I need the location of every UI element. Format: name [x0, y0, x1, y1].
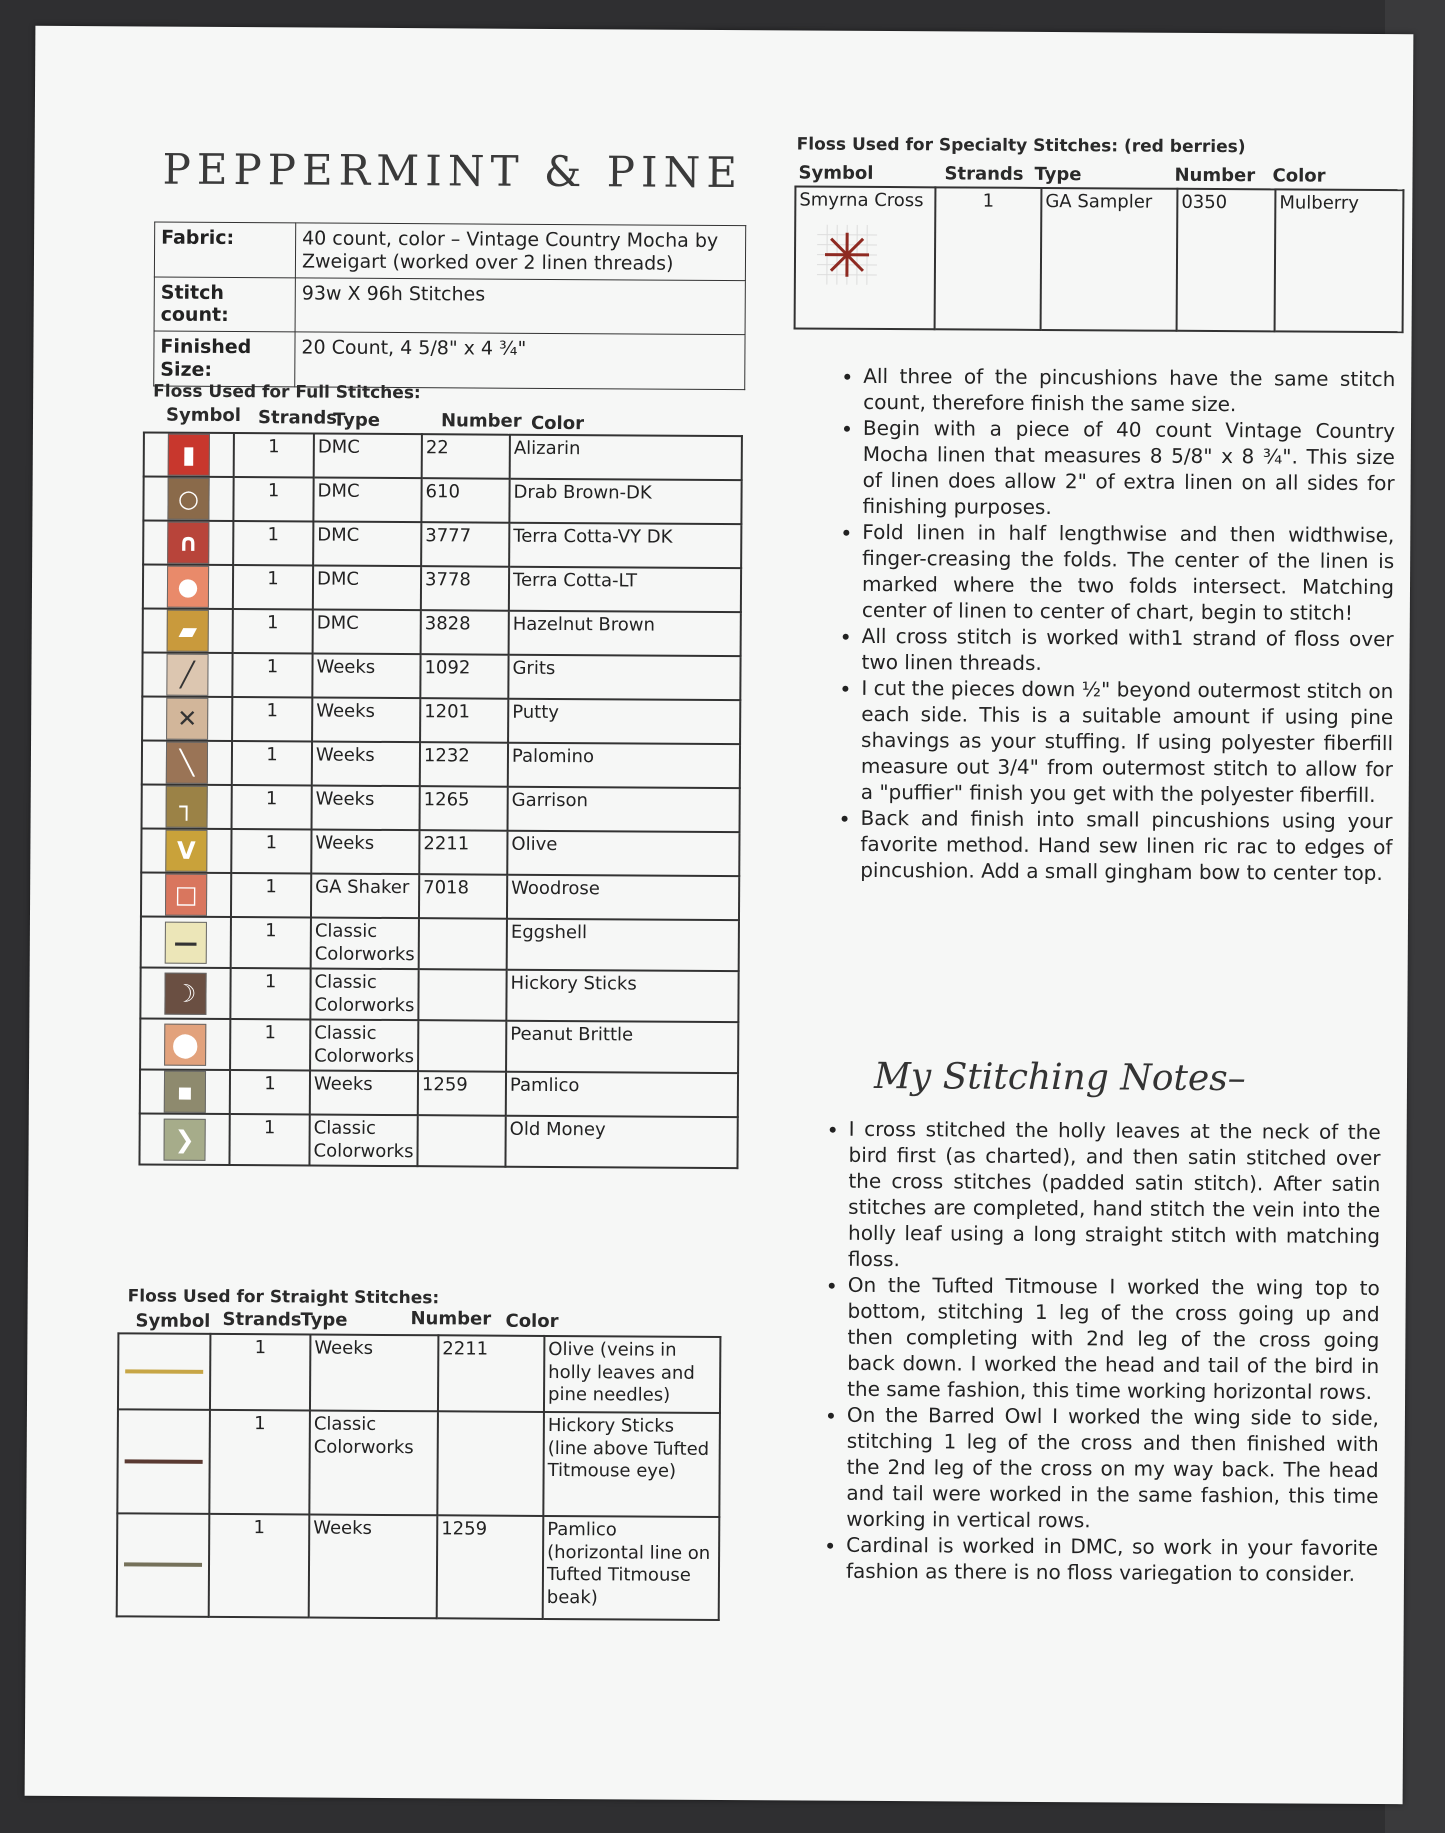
specialty-type: GA Sampler [1041, 188, 1178, 331]
color-cell: Drab Brown-DK [509, 479, 741, 524]
straight-stitch-line-icon [125, 1459, 203, 1463]
floss-symbol-icon: ╲ [166, 742, 208, 784]
straight-header-symbol: Symbol [135, 1310, 211, 1332]
number-cell: 7018 [419, 874, 507, 919]
number-cell [437, 1411, 544, 1516]
color-cell: Terra Cotta-VY DK [509, 523, 741, 568]
table-row [141, 872, 739, 920]
floss-symbol-icon: ✕ [166, 698, 208, 740]
type-cell: DMC [313, 478, 421, 523]
floss-symbol-icon: V [165, 830, 207, 872]
smyrna-cross-icon [817, 224, 931, 285]
strands-cell: 1 [230, 1070, 310, 1114]
table-row [143, 476, 741, 524]
specialty-number: 0350 [1177, 189, 1276, 332]
full-header-color: Color [530, 412, 585, 435]
color-cell: Old Money [505, 1116, 737, 1168]
color-cell: Pamlico (horizontal line on Tufted Titmouse beak) [543, 1516, 720, 1620]
specialty-strands: 1 [935, 187, 1042, 330]
fabric-info-table [153, 222, 746, 390]
pattern-sheet [25, 26, 1414, 1804]
table-row [144, 432, 742, 480]
color-cell: Woodrose [507, 875, 739, 920]
strands-cell: 1 [231, 829, 311, 873]
type-cell: Weeks [312, 742, 420, 787]
number-cell: 3777 [421, 522, 509, 567]
list-item: • On the Tufted Titmouse I worked the wing top to bottom, stitching 1 leg of the cross going up and then completing with 2nd leg of the cross going back down. I worked the head and tail of the bird in the same fashion, this time working horizontal rows. [847, 1272, 1380, 1405]
full-header-symbol: Symbol [165, 404, 241, 427]
table-row [142, 696, 740, 744]
floss-symbol-icon: ☽ [164, 972, 206, 1014]
type-cell: Classic Colorworks [309, 1115, 417, 1167]
straight-header-number: Number [410, 1308, 492, 1330]
color-cell: Olive (veins in holly leaves and pine needles) [544, 1336, 720, 1413]
symbol-cell [144, 432, 234, 477]
symbol-cell [142, 652, 232, 697]
specialty-header-symbol: Symbol [798, 162, 874, 184]
list-item: • All three of the pincushions have the same stitch count, therefore finish the same size. [863, 363, 1395, 418]
table-row [117, 1409, 720, 1517]
number-cell: 610 [421, 478, 509, 523]
specialty-stitches-title: Floss Used for Specialty Stitches: (red berries) [796, 134, 1246, 158]
info-row [154, 277, 745, 335]
type-cell: DMC [313, 522, 421, 567]
table-row [795, 186, 1404, 332]
strands-cell: 1 [233, 565, 313, 609]
color-cell: Hazelnut Brown [509, 611, 741, 656]
floss-symbol-icon: ╱ [166, 654, 208, 696]
symbol-cell [143, 520, 233, 565]
info-value: 20 Count, 4 5/8" x 4 ¾" [295, 332, 745, 389]
strands-cell: 1 [233, 521, 313, 565]
info-label: Finished Size: [154, 331, 295, 386]
number-cell: 1265 [420, 786, 508, 831]
symbol-cell [142, 696, 232, 741]
specialty-header-color: Color [1272, 165, 1326, 187]
strands-cell: 1 [232, 697, 312, 741]
number-cell: 1092 [420, 654, 508, 699]
specialty-header-strands: Strands [944, 163, 1024, 185]
floss-symbol-icon: ∩ [167, 522, 209, 564]
specialty-symbol-label: Smyrna Cross [799, 189, 924, 212]
strands-cell: 1 [231, 873, 311, 917]
number-cell: 22 [422, 434, 510, 479]
symbol-cell [141, 828, 231, 873]
floss-symbol-icon: □ [165, 874, 207, 916]
number-cell: 1232 [420, 742, 508, 787]
symbol-cell [143, 564, 233, 609]
number-cell: 2211 [419, 830, 507, 875]
type-cell: Classic Colorworks [310, 1020, 418, 1072]
type-cell: Weeks [310, 1335, 438, 1412]
full-header-strands: Strands [257, 407, 338, 429]
table-row [142, 784, 740, 832]
table-row [142, 652, 740, 700]
floss-symbol-icon: ┐ [166, 786, 208, 828]
floss-symbol-icon: ○ [167, 478, 209, 520]
symbol-cell [141, 872, 231, 917]
table-row [140, 1069, 738, 1117]
type-cell: Classic Colorworks [310, 969, 418, 1021]
strands-cell: 1 [231, 917, 311, 968]
color-cell: Hickory Sticks (line above Tufted Titmouse eye) [543, 1412, 720, 1517]
color-cell: Olive [507, 831, 739, 876]
straight-header-color: Color [505, 1310, 559, 1333]
symbol-cell [143, 476, 233, 521]
type-cell: DMC [313, 566, 421, 611]
number-cell: 1259 [418, 1071, 506, 1116]
number-cell [418, 969, 506, 1021]
number-cell [418, 1020, 506, 1072]
color-cell: Alizarin [510, 435, 742, 480]
type-cell: Weeks [310, 1071, 418, 1116]
color-cell: Garrison [508, 787, 740, 832]
type-cell: Weeks [312, 698, 420, 743]
straight-stitch-line-icon [125, 1369, 203, 1373]
floss-symbol-icon: ▰ [167, 610, 209, 652]
strands-cell: 1 [230, 968, 310, 1019]
strands-cell: 1 [234, 433, 314, 477]
page-title: PEPPERMINT & PINE [162, 144, 744, 198]
table-row [142, 740, 740, 788]
strands-cell: 1 [233, 609, 313, 653]
info-label: Fabric: [154, 222, 295, 277]
number-cell [419, 918, 507, 970]
list-item: • Begin with a piece of 40 count Vintage Country Mocha linen that measures 8 5/8" x 8 ¾". This size of linen does allow 2" of extra linen on all sides for finishing purposes. [862, 415, 1395, 522]
symbol-cell [141, 916, 231, 968]
floss-symbol-icon: — [165, 921, 207, 963]
list-item: • I cross stitched the holly leaves at the neck of the bird first (as charted), and then satin stitched over the cross stitches (padded satin stitch). After satin stitches are completed, hand stitch the vein into the holly leaf using a long straight stitch with matching floss. [848, 1116, 1381, 1275]
type-cell: Weeks [312, 654, 420, 699]
specialty-header-type: Type [1034, 163, 1082, 186]
list-item: • On the Barred Owl I worked the wing side to side, stitching 1 leg of the cross and then finished with the 2nd leg of the cross on my way back. The head and tail were worked in the same fashion, this time working in vertical rows. [846, 1402, 1379, 1535]
strands-cell: 1 [232, 741, 312, 785]
table-row [143, 564, 741, 612]
number-cell [417, 1115, 505, 1167]
notes-title: My Stitching Notes– [873, 1055, 1246, 1100]
floss-symbol-icon: ▮ [168, 434, 210, 476]
type-cell: Classic Colorworks [311, 918, 419, 970]
type-cell: DMC [313, 610, 421, 655]
straight-header-strands: Strands [222, 1308, 302, 1331]
number-cell: 1201 [420, 698, 508, 743]
number-cell: 3828 [421, 610, 509, 655]
symbol-cell [140, 967, 230, 1019]
color-cell: Grits [508, 655, 740, 700]
info-value: 40 count, color – Vintage Country Mocha by Zweigart (worked over 2 linen threads) [295, 223, 745, 280]
color-cell: Putty [508, 699, 740, 744]
info-label: Stitch count: [154, 277, 295, 332]
table-row [118, 1333, 720, 1413]
table-row [141, 828, 739, 876]
type-cell: Weeks [309, 1515, 438, 1619]
table-row [140, 967, 738, 1022]
full-header-number: Number [440, 410, 522, 432]
strands-cell: 1 [209, 1514, 310, 1618]
number-cell: 1259 [437, 1515, 544, 1619]
table-row [141, 916, 739, 971]
instructions-list [830, 363, 1395, 886]
full-stitches-title: Floss Used for Full Stitches: [153, 381, 421, 404]
list-item: • Back and finish into small pincushions using your favorite method. Hand sew linen ric rac to edges of pincushion. Add a small gingham bow to center top. [860, 805, 1392, 886]
straight-stitches-title: Floss Used for Straight Stitches: [127, 1286, 440, 1309]
symbol-cell [142, 784, 232, 829]
symbol-cell [139, 1113, 229, 1165]
color-cell: Palomino [508, 743, 740, 788]
type-cell: Weeks [312, 786, 420, 831]
info-value: 93w X 96h Stitches [295, 277, 745, 334]
straight-stitch-line-icon [124, 1563, 202, 1567]
number-cell: 3778 [421, 566, 509, 611]
type-cell: Classic Colorworks [309, 1411, 438, 1516]
strands-cell: 1 [229, 1114, 309, 1165]
symbol-cell [117, 1409, 210, 1514]
floss-symbol-icon: ▪ [164, 1071, 206, 1113]
table-row [117, 1513, 720, 1620]
color-cell: Hickory Sticks [506, 970, 738, 1022]
specialty-header-number: Number [1174, 164, 1256, 187]
full-stitches-table [138, 431, 742, 1169]
symbol-cell [117, 1513, 210, 1617]
table-row [143, 520, 741, 568]
floss-symbol-icon: ❯ [163, 1118, 205, 1160]
full-header-type: Type [332, 409, 381, 431]
symbol-cell [118, 1333, 210, 1410]
info-row [154, 331, 745, 389]
list-item: • Fold linen in half lengthwise and then widthwise, finger-creasing the folds. The center of the linen is marked where the two folds intersect. Matching center of linen to center of chart, begin to stitch! [862, 519, 1395, 626]
type-cell: Weeks [311, 830, 419, 875]
strands-cell: 1 [232, 785, 312, 829]
straight-header-type: Type [300, 1309, 348, 1331]
floss-symbol-icon: ⬤ [164, 1023, 206, 1065]
strands-cell: 1 [233, 477, 313, 521]
list-item: • All cross stitch is worked with1 strand of floss over two linen threads. [861, 623, 1393, 678]
number-cell: 2211 [438, 1335, 544, 1412]
color-cell: Pamlico [506, 1072, 738, 1117]
strands-cell: 1 [232, 653, 312, 697]
color-cell: Terra Cotta-LT [509, 567, 741, 612]
color-cell: Eggshell [507, 919, 739, 971]
strands-cell: 1 [210, 1334, 310, 1411]
type-cell: DMC [314, 434, 422, 479]
specialty-stitches-table [794, 185, 1405, 333]
color-cell: Peanut Brittle [506, 1021, 738, 1073]
list-item: • I cut the pieces down ½" beyond outermost stitch on each side. This is a suitable amount if using pine shavings as your stuffing. If using polyester fiberfill measure out 3/4" from outermost stitch to allow for a "puffier" finish you get with the polyester fiberfill. [861, 675, 1394, 808]
floss-symbol-icon: ● [167, 566, 209, 608]
table-row [143, 608, 741, 656]
list-item: • Cardinal is worked in DMC, so work in your favorite fashion as there is no floss variegation to consider. [846, 1532, 1378, 1587]
info-row [154, 222, 745, 280]
straight-stitches-table [116, 1332, 722, 1621]
type-cell: GA Shaker [311, 874, 419, 919]
table-row [140, 1018, 738, 1073]
table-row [139, 1113, 737, 1168]
strands-cell: 1 [230, 1019, 310, 1070]
symbol-cell [140, 1018, 230, 1070]
symbol-cell [142, 740, 232, 785]
symbol-cell [140, 1069, 230, 1114]
specialty-color: Mulberry [1275, 189, 1404, 332]
symbol-cell [143, 608, 233, 653]
strands-cell: 1 [209, 1410, 310, 1515]
stitching-notes-list [816, 1116, 1381, 1587]
